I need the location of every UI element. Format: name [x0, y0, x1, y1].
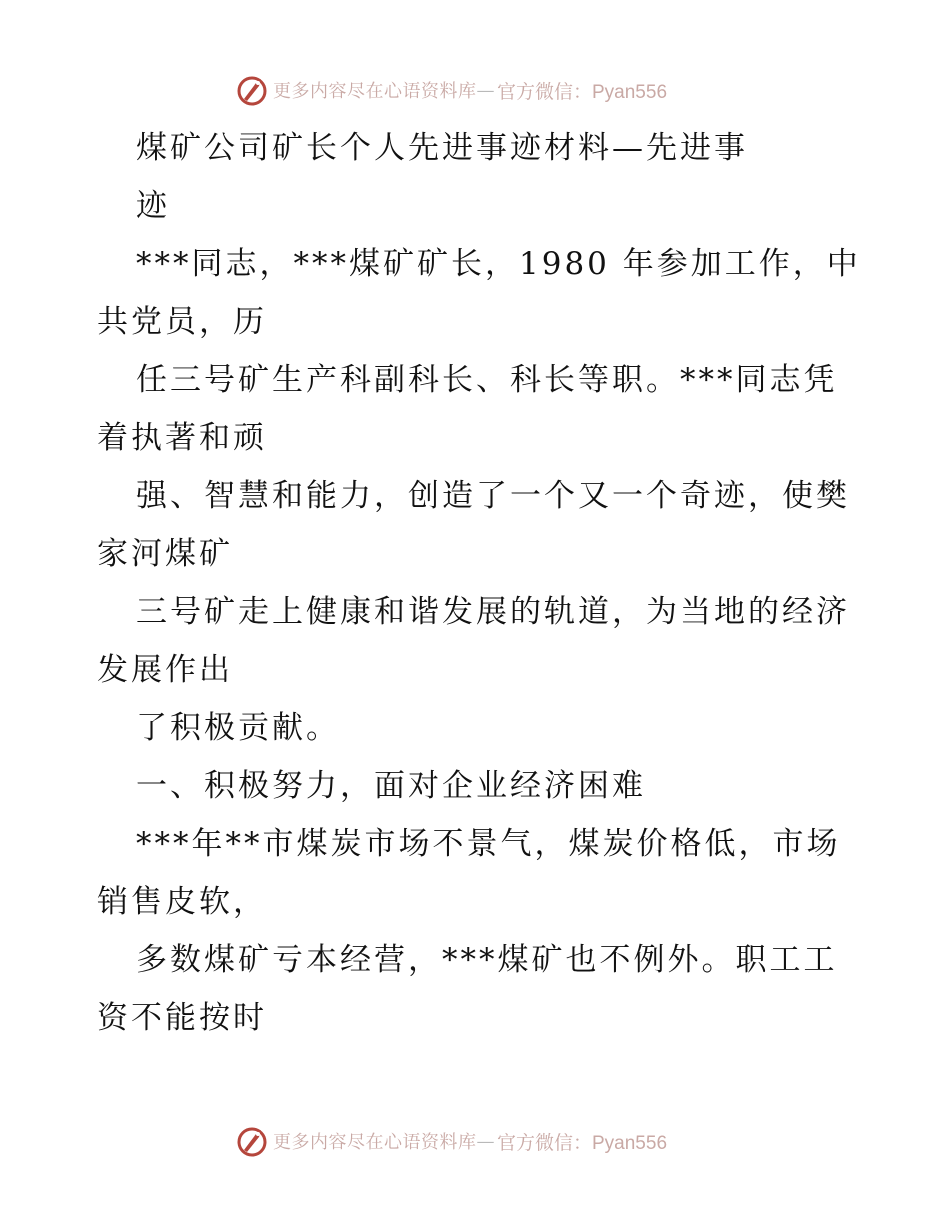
paragraph-line: 多数煤矿亏本经营，***煤矿也不例外。职工工	[136, 942, 838, 978]
footer-banner	[235, 1123, 667, 1159]
doc-title-line-2: 迹	[136, 188, 170, 224]
paragraph-line: 着执著和顽	[97, 420, 267, 456]
paragraph-line: ***同志，***煤矿矿长，1980 年参加工作，中	[136, 246, 861, 282]
banner-text: 更多内容尽在心语资料库	[273, 1132, 477, 1153]
section-heading: 一、积极努力，面对企业经济困难	[136, 768, 646, 804]
banner-wechat: 官方微信：Pyan556	[497, 1132, 668, 1154]
paragraph-line: 三号矿走上健康和谐发展的轨道，为当地的经济	[136, 594, 850, 630]
paragraph-line: 家河煤矿	[97, 536, 233, 572]
pen-logo-icon	[235, 1124, 269, 1158]
paragraph-line: 共党员，历	[97, 304, 267, 340]
paragraph-line: 强、智慧和能力，创造了一个又一个奇迹，使樊	[136, 478, 850, 514]
paragraph-line: 了积极贡献。	[136, 710, 340, 746]
banner-text: 更多内容尽在心语资料库	[273, 81, 477, 102]
banner-separator: —	[476, 1130, 495, 1152]
paragraph-line: ***年**市煤炭市场不景气，煤炭价格低，市场	[136, 826, 841, 862]
pen-logo-icon	[235, 73, 269, 107]
doc-title-line-1: 煤矿公司矿长个人先进事迹材料—先进事	[136, 130, 748, 166]
banner-separator: —	[476, 79, 495, 101]
paragraph-line: 任三号矿生产科副科长、科长等职。***同志凭	[136, 362, 838, 398]
header-banner	[235, 72, 667, 108]
paragraph-line: 销售皮软，	[97, 884, 267, 920]
banner-wechat: 官方微信：Pyan556	[497, 81, 668, 103]
paragraph-line: 发展作出	[97, 652, 233, 688]
paragraph-line: 资不能按时	[97, 1000, 267, 1036]
